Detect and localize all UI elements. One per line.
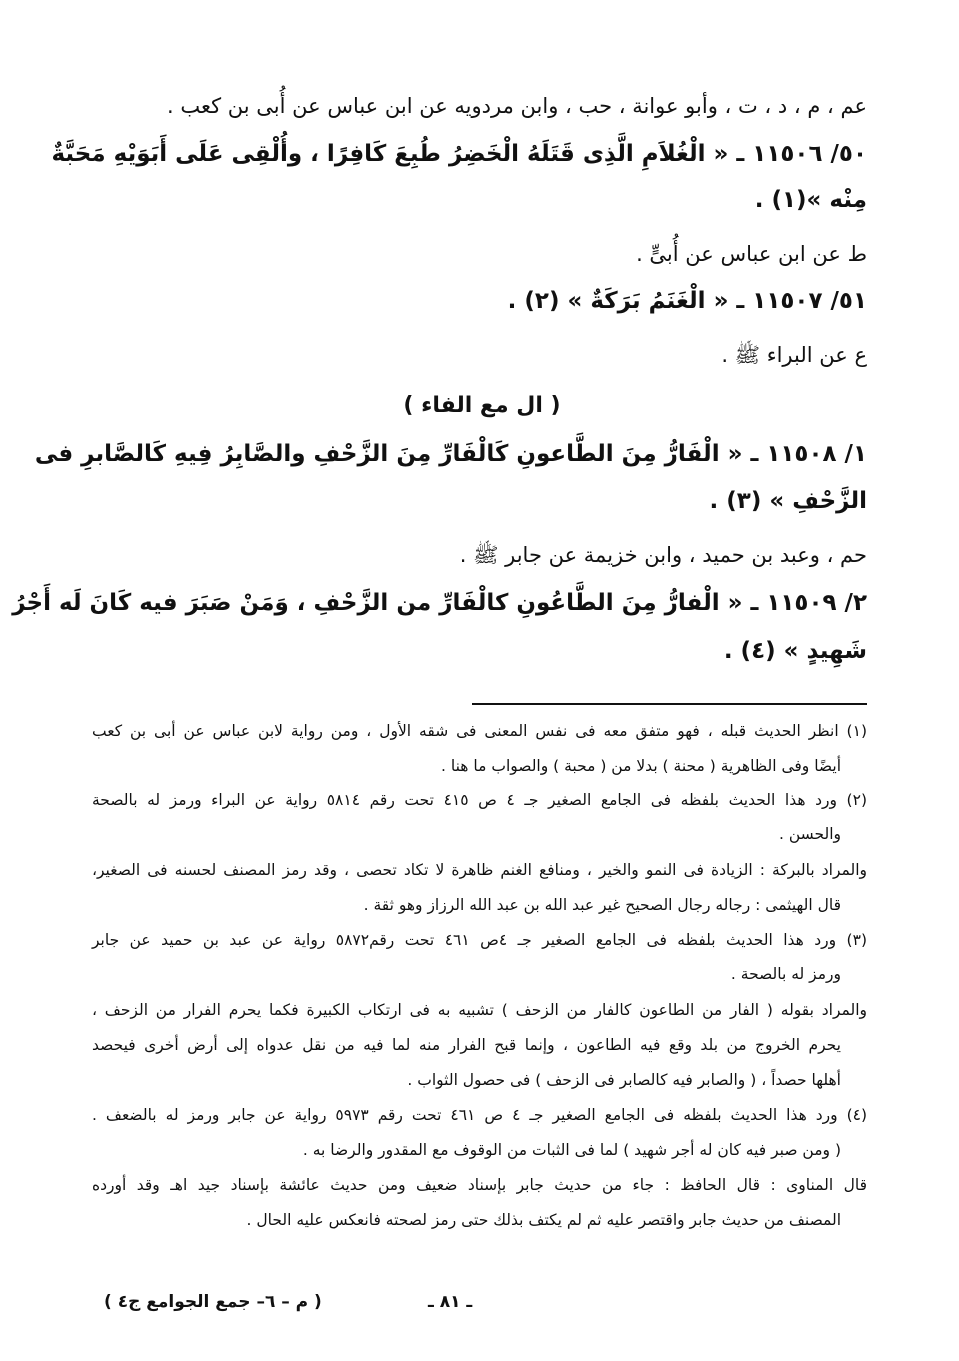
- footnote-4-line-4: المصنف من حديث جابر واقتصر عليه ثم لم يكتف بذلك حتى رمز لصحته فانعكس عليه الحال .: [246, 1211, 841, 1229]
- hadith-11508-end: الزَّحْفِ » (٣) .: [709, 488, 867, 514]
- source-line-3: ع عن البراء ﷺ .: [721, 343, 867, 367]
- footnote-1-line-2: أيضًا وفى الظاهرية ( محنة ) بدلا من ( محبة ) والصواب ما هنا .: [441, 757, 841, 775]
- footnote-3-line-2: ورمز له بالصحة .: [730, 965, 841, 983]
- hadith-11509-end: شَهِيدٍ » (٤) .: [723, 638, 867, 664]
- footnote-4-line-1: (٤) ورد هذا الحديث بلفظه فى الجامع الصغير جـ ٤ ص ٤٦١ تحت رقم ٥٩٧٣ رواية عن جابر ورمز له بالضعف .: [92, 1106, 868, 1124]
- footnote-2-line-2: والحسن .: [779, 825, 841, 843]
- source-line-1: عم ، م ، د ، ت ، وأبو عوانة ، حب ، وابن مردويه عن ابن عباس عن أُبى بن كعب .: [166, 94, 867, 118]
- source-line-2: ط عن ابن عباس عن أُبىٍّ .: [636, 242, 867, 266]
- hadith-11509: ٢/ ١١٥٠٩ ـ « الْفارُّ مِنَ الطَّاعُونِ كالْفَارِّ من الزَّحْفِ ، وَمَنْ صَبَرَ فيه كَانَ لَه أَجْرُ: [12, 590, 867, 616]
- book-signature: ( م – ٦– جمع الجوامع ج٤ ): [104, 1292, 322, 1312]
- footnote-4-line-2: ( ومن صبر فيه كان له أجر شهيد ) لما فى الثبات من الوقوف مع المقدور والرضا به .: [302, 1141, 841, 1159]
- page-number: ـ ٨١ ـ: [428, 1292, 473, 1312]
- footnote-1-line-1: (١) انظر الحديث قبله ، فهو متفق معه فى نفس المعنى فى شقه الأول ، ومن رواية لابن عباس عن أبى بن كعب: [92, 722, 867, 740]
- section-heading: ( ال مع الفاء ): [403, 393, 561, 418]
- footnote-2-line-3: والمراد بالبركة : الزيادة فى النمو والخير ، ومنافع الغنم ظاهرة لا تكاد تحصى ، وقد رمز المصنف لحسنه فى الصغير،: [92, 861, 867, 879]
- hadith-11508: ١/ ١١٥٠٨ ـ « الْفَارُّ مِنَ الطَّاعونِ كَالْفَارِّ مِنَ الزَّحْفِ والصَّابِرُ فِيهِ كَالصَّابرِ فى: [34, 441, 867, 467]
- hadith-11506-end: مِنْه »(١) .: [754, 187, 867, 213]
- footnote-2-line-1: (٢) ورد هذا الحديث بلفظه فى الجامع الصغير جـ ٤ ص ٤١٥ تحت رقم ٥٨١٤ رواية عن البراء ورمز له بالصحة: [92, 791, 867, 809]
- hadith-11507: ٥١/ ١١٥٠٧ ـ « الْغَنَمُ بَرَكَةٌ » (٢) .: [507, 288, 867, 314]
- footnote-3-line-5: أهلها حصداً ، ( والصابر فيه كالصابر فى الزحف ) فى حصول الثواب .: [407, 1071, 841, 1089]
- source-line-4: حم ، وعبد بن حميد ، وابن خزيمة عن جابر ﷺ .: [459, 543, 867, 567]
- footnote-separator: [472, 703, 867, 705]
- footnote-4-line-3: قال المناوى : قال الحافظ : جاء من حديث جابر بإسناد ضعيف ومن حديث عائشة بإسناد جيد اهـ وقد أورده: [92, 1176, 867, 1194]
- footnote-2-line-4: قال الهيثمى : رجاله رجال الصحيح غير عبد الله بن عبد الله الرزاز وهو ثقة .: [363, 896, 841, 914]
- footnote-3-line-4: يحرم الخروج من بلد وقع فيه الطاعون ، وإنما قبح الفرار منه لما فيه من نقل عدواه إلى أرض أخرى فيحصد: [92, 1036, 841, 1054]
- footnote-3-line-3: والمراد بقوله ( الفار من الطاعون كالفار من الزحف ) تشبيه به فى ارتكاب الكبيرة فكما يحرم الفرار من الزحف ،: [92, 1001, 867, 1019]
- footnote-3-line-1: (٣) ورد هذا الحديث بلفظه فى الجامع الصغير جـ ٤ص ٤٦١ تحت رقم٥٨٧٢ رواية عن عبد بن حميد عن جابر: [92, 931, 867, 949]
- hadith-11506: ٥٠/ ١١٥٠٦ ـ « الْغُلاَمِ الَّذِى قَتَلَهُ الْخَضِرُ طُبِعَ كَافِرًا ، وأُلْقِى عَلَى أَبَوَيْهِ مَحَبَّةٌ: [51, 141, 867, 167]
